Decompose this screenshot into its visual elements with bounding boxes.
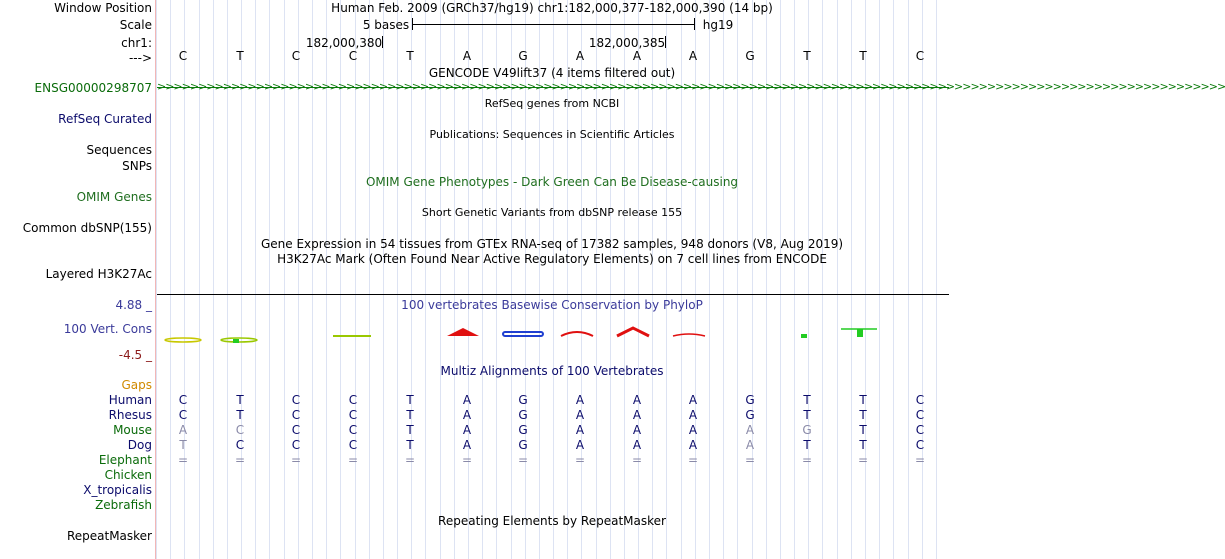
label-omim[interactable]: OMIM Genes [76, 190, 152, 204]
position-left: 182,000,380 [305, 36, 383, 50]
cons-glyph-1 [165, 338, 201, 342]
alignment-base: T [406, 438, 414, 452]
label-repeatmasker[interactable]: RepeatMasker [66, 529, 152, 543]
label-cons-min: -4.5 _ [118, 348, 152, 362]
alignment-base: C [348, 438, 358, 452]
cons-glyph-g [503, 332, 543, 336]
cons-glyph-t1 [801, 334, 807, 338]
alignment-base: G [745, 408, 755, 422]
alignment-base: A [632, 393, 642, 407]
alignment-base: G [518, 423, 528, 437]
track-repeatmasker: Repeating Elements by RepeatMasker [438, 514, 666, 528]
track-multiz: Multiz Alignments of 100 Vertebrates [440, 364, 664, 378]
alignment-base: = [404, 453, 416, 467]
reference-base: A [462, 49, 472, 63]
label-refseq[interactable]: RefSeq Curated [58, 112, 152, 126]
species-label: Rhesus [108, 408, 152, 422]
species-label: Mouse [113, 423, 152, 437]
alignment-base: = [744, 453, 756, 467]
reference-base: G [518, 49, 528, 63]
alignment-base: C [291, 393, 301, 407]
conservation-plot [157, 318, 949, 348]
alignment-base: A [575, 423, 585, 437]
alignment-base: T [406, 423, 414, 437]
alignment-base: = [801, 453, 813, 467]
alignment-base: C [291, 438, 301, 452]
alignment-base: A [575, 438, 585, 452]
assembly-label: hg19 [702, 18, 734, 32]
alignment-base: A [688, 408, 698, 422]
alignment-base: A [688, 423, 698, 437]
alignment-base: T [803, 408, 811, 422]
alignment-base: C [915, 393, 925, 407]
label-h3k27ac[interactable]: Layered H3K27Ac [45, 267, 152, 281]
alignment-base: T [803, 438, 811, 452]
reference-base: C [348, 49, 358, 63]
alignment-base: A [632, 438, 642, 452]
alignment-base: A [632, 423, 642, 437]
alignment-base: T [179, 438, 187, 452]
cons-glyph-t2-bar [857, 329, 863, 337]
alignment-base: A [688, 438, 698, 452]
alignment-base: T [406, 393, 414, 407]
reference-base: C [178, 49, 188, 63]
window-position-title: Human Feb. 2009 (GRCh37/hg19) chr1:182,000,377-182,000,390 (14 bp) [331, 1, 773, 15]
track-publications: Publications: Sequences in Scientific Articles [429, 128, 675, 141]
alignment-base: T [859, 408, 867, 422]
alignment-base: C [348, 423, 358, 437]
alignment-base: T [859, 393, 867, 407]
label-gene[interactable]: ENSG00000298707 [34, 81, 152, 95]
label-window-position: Window Position [54, 1, 152, 15]
label-cons-max: 4.88 _ [115, 298, 152, 312]
alignment-base: = [631, 453, 643, 467]
species-label: Human [108, 393, 152, 407]
label-chr: chr1: [121, 36, 152, 50]
alignment-base: A [178, 423, 188, 437]
alignment-base: C [915, 438, 925, 452]
reference-base: G [745, 49, 755, 63]
alignment-base: C [915, 408, 925, 422]
cons-glyph-a2 [561, 332, 593, 336]
reference-base: T [406, 49, 414, 63]
alignment-base: A [462, 408, 472, 422]
alignment-base: C [291, 408, 301, 422]
alignment-base: A [462, 393, 472, 407]
label-gaps[interactable]: Gaps [121, 378, 152, 392]
species-label: Chicken [104, 468, 152, 482]
alignment-base: A [632, 408, 642, 422]
alignment-base: G [745, 393, 755, 407]
scale-label: 5 bases [362, 18, 410, 32]
alignment-base: = [517, 453, 529, 467]
reference-base: A [575, 49, 585, 63]
alignment-base: = [857, 453, 869, 467]
position-right-tick [665, 36, 666, 48]
reference-base: T [803, 49, 811, 63]
alignment-base: C [348, 393, 358, 407]
alignment-base: T [236, 393, 244, 407]
alignment-base: = [914, 453, 926, 467]
alignment-base: A [745, 423, 755, 437]
alignment-base: T [859, 423, 867, 437]
position-left-tick [382, 36, 383, 48]
alignment-base: G [518, 393, 528, 407]
alignment-base: C [915, 423, 925, 437]
species-label: X_tropicalis [83, 483, 152, 497]
alignment-base: = [290, 453, 302, 467]
cons-glyph-2 [221, 338, 257, 343]
track-gtex: Gene Expression in 54 tissues from GTEx RNA-seq of 17382 samples, 948 donors (V8, Aug 2019) [260, 237, 844, 251]
alignment-base: C [348, 408, 358, 422]
cons-glyph-a1 [447, 328, 479, 336]
cons-glyph-a3 [617, 328, 649, 336]
label-snps[interactable]: SNPs [122, 159, 152, 173]
alignment-base: C [235, 423, 245, 437]
alignment-base: A [462, 423, 472, 437]
scale-bar [412, 24, 695, 25]
alignment-base: T [406, 408, 414, 422]
species-label: Elephant [98, 453, 152, 467]
alignment-base: A [745, 438, 755, 452]
reference-base: C [915, 49, 925, 63]
alignment-base: = [574, 453, 586, 467]
track-omim: OMIM Gene Phenotypes - Dark Green Can Be Disease-causing [365, 175, 739, 189]
reference-base: T [859, 49, 867, 63]
cons-glyph-a4 [673, 334, 705, 336]
alignment-base: = [234, 453, 246, 467]
alignment-base: = [347, 453, 359, 467]
alignment-base: G [518, 408, 528, 422]
alignment-base: = [177, 453, 189, 467]
position-right: 182,000,385 [588, 36, 666, 50]
alignment-base: = [461, 453, 473, 467]
alignment-base: G [518, 438, 528, 452]
alignment-base: = [687, 453, 699, 467]
track-refseq: RefSeq genes from NCBI [484, 97, 620, 110]
label-scale: Scale [119, 18, 152, 32]
label-cons[interactable]: 100 Vert. Cons [63, 322, 152, 336]
label-arrow: ---> [128, 51, 152, 65]
label-dbsnp[interactable]: Common dbSNP(155) [22, 221, 152, 235]
alignment-base: A [462, 438, 472, 452]
reference-base: A [688, 49, 698, 63]
alignment-base: A [575, 408, 585, 422]
alignment-base: T [859, 438, 867, 452]
alignment-base: A [575, 393, 585, 407]
track-gencode[interactable]: GENCODE V49lift37 (4 items filtered out) [428, 66, 676, 80]
species-label: Zebrafish [95, 498, 152, 512]
reference-base: T [236, 49, 244, 63]
alignment-base: C [291, 423, 301, 437]
alignment-base: C [178, 408, 188, 422]
cons-top-line [157, 294, 949, 295]
track-dbsnp: Short Genetic Variants from dbSNP release 155 [421, 206, 683, 219]
reference-base: A [632, 49, 642, 63]
gene-strand-chevrons: >>>>>>>>>>>>>>>>>>>>>>>>>>>>>>>>>>>>>>>>>>>>>>>>>>>>>>>>>>>>>>>>>>>>>>>>>>>>>>>>>>>>>>>>>>>>>>>>>>>>>>>>>>>>>>>>>>>>>>>>>>>>>>>>>> [157, 80, 1225, 93]
alignment-base: G [802, 423, 812, 437]
species-label: Dog [127, 438, 152, 452]
alignment-base: C [235, 438, 245, 452]
alignment-base: A [688, 393, 698, 407]
reference-base: C [291, 49, 301, 63]
track-conservation: 100 vertebrates Basewise Conservation by PhyloP [401, 298, 703, 312]
alignment-base: T [803, 393, 811, 407]
alignment-base: C [178, 393, 188, 407]
alignment-base: T [236, 408, 244, 422]
track-h3k27ac: H3K27Ac Mark (Often Found Near Active Regulatory Elements) on 7 cell lines from ENCODE [277, 252, 827, 266]
label-sequences[interactable]: Sequences [86, 143, 152, 157]
